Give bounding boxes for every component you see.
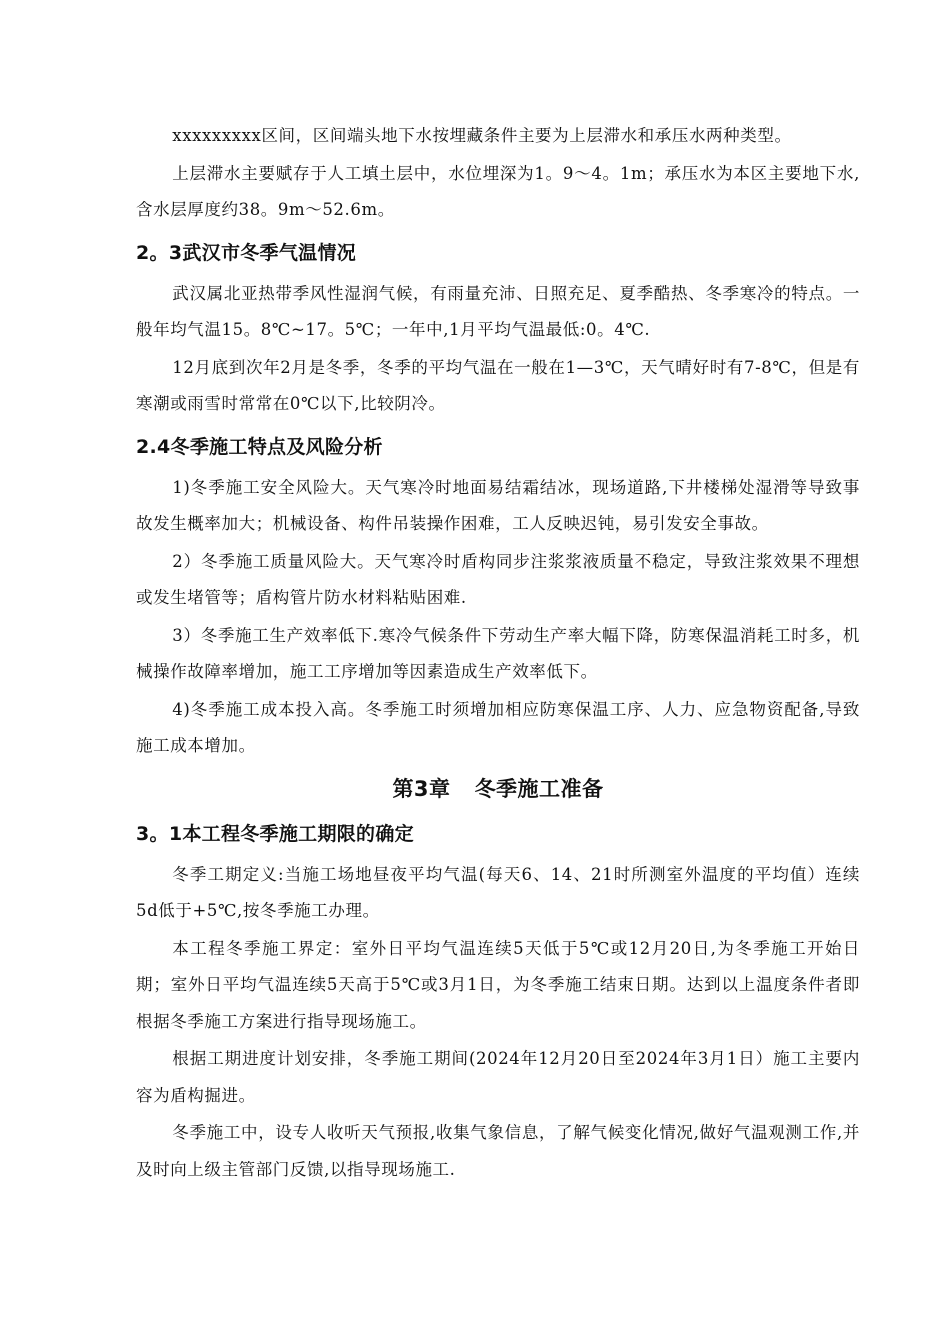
chapter-heading: [136, 767, 860, 811]
document-page: [136, 118, 860, 1189]
paragraph-winter-temperature: 12月底到次年2月是冬季，冬季的平均气温在一般在1—3℃，天气晴好时有7-8℃，但是有寒潮或雨雪时常常在0℃以下,比较阴冷。: [136, 357, 860, 413]
paragraph-risk-quality: 2）冬季施工质量风险大。天气寒冷时盾构同步注浆浆液质量不稳定，导致注浆效果不理想或发生堵管等；盾构管片防水材料粘贴困难.: [136, 551, 860, 607]
section-heading-2-4: 2.4冬季施工特点及风险分析: [136, 435, 383, 458]
chapter-title: 冬季施工准备: [474, 776, 604, 801]
paragraph-groundwater-details: 上层滞水主要赋存于人工填土层中，水位埋深为1。9～4。1m；承压水为本区主要地下水,含水层厚度约38。9m～52.6m。: [136, 163, 860, 219]
paragraph-risk-efficiency: 3）冬季施工生产效率低下.寒冷气候条件下劳动生产率大幅下降，防寒保温消耗工时多，机械操作故障率增加，施工工序增加等因素造成生产效率低下。: [136, 625, 860, 681]
paragraph-wuhan-climate: 武汉属北亚热带季风性湿润气候，有雨量充沛、日照充足、夏季酷热、冬季寒冷的特点。一般年均气温15。8℃~17。5℃；一年中,1月平均气温最低:0。4℃.: [136, 283, 860, 339]
paragraph-groundwater-types: xxxxxxxxx区间，区间端头地下水按埋藏条件主要为上层滞水和承压水两种类型。: [172, 126, 792, 145]
section-heading-3-1: 3。1本工程冬季施工期限的确定: [136, 822, 414, 845]
paragraph-winter-boundary: 本工程冬季施工界定：室外日平均气温连续5天低于5℃或12月20日,为冬季施工开始日期；室外日平均气温连续5天高于5℃或3月1日，为冬季施工结束日期。达到以上温度条件者即根据冬季施工方案进行指导现场施工。: [136, 938, 860, 1031]
paragraph-winter-definition: 冬季工期定义:当施工场地昼夜平均气温(每天6、14、21时所测室外温度的平均值）连续5d低于+5℃,按冬季施工办理。: [136, 864, 860, 920]
paragraph-risk-safety: 1)冬季施工安全风险大。天气寒冷时地面易结霜结冰，现场道路,下井楼梯处湿滑等导致事故发生概率加大；机械设备、构件吊装操作困难，工人反映迟钝，易引发安全事故。: [136, 477, 860, 533]
paragraph-construction-period: 根据工期进度计划安排，冬季施工期间(2024年12月20日至2024年3月1日）施工主要内容为盾构掘进。: [136, 1049, 860, 1105]
paragraph-risk-cost: 4)冬季施工成本投入高。冬季施工时须增加相应防寒保温工序、人力、应急物资配备,导致施工成本增加。: [136, 699, 860, 755]
chapter-number: 第3章: [392, 776, 451, 801]
paragraph-weather-monitoring: 冬季施工中，设专人收听天气预报,收集气象信息，了解气候变化情况,做好气温观测工作,并及时向上级主管部门反馈,以指导现场施工.: [136, 1123, 860, 1179]
section-heading-2-3: 2。3武汉市冬季气温情况: [136, 241, 357, 264]
